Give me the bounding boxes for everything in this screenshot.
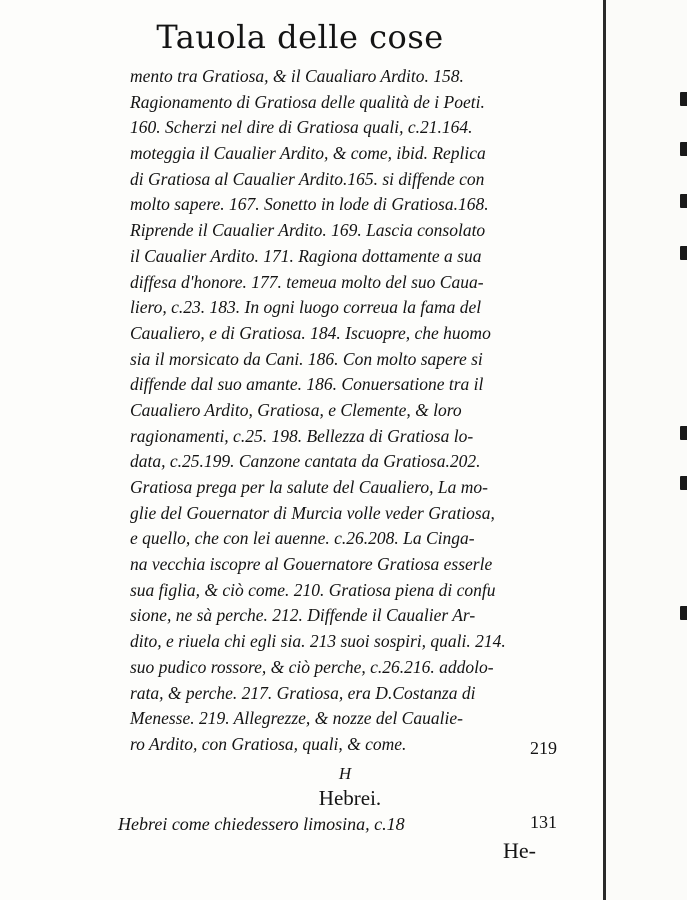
section-letter: H (338, 764, 352, 783)
index-line: suo pudico rossore, & ciò perche, c.26.216. addolo- (130, 656, 494, 677)
index-line: Menesse. 219. Allegrezze, & nozze del Caualie- (130, 708, 463, 729)
index-line: na vecchia iscopre al Gouernatore Gratiosa esserle (130, 554, 493, 575)
index-line: il Caualier Ardito. 171. Ragiona dottamente a sua (130, 245, 482, 266)
index-line: sione, ne sà perche. 212. Diffende il Caualier Ar- (130, 605, 476, 626)
index-line: e quello, che con lei auenne. c.26.208. La Cinga- (130, 528, 475, 549)
index-line: Ragionamento di Gratiosa delle qualità de i Poeti. (130, 91, 485, 112)
facing-page-glyph (680, 476, 687, 490)
index-line: liero, c.23. 183. In ogni luogo correua la fama del (130, 297, 482, 318)
index-line: ragionamenti, c.25. 198. Bellezza di Gratiosa lo- (130, 425, 474, 446)
index-line: molto sapere. 167. Sonetto in lode di Gratiosa.168. (130, 194, 489, 215)
index-line: diffesa d'honore. 177. temeua molto del suo Caua- (130, 271, 484, 292)
section-heading: Hebrei. (318, 786, 382, 810)
index-line: Caualiero, e di Gratiosa. 184. Iscuopre, che huomo (130, 322, 491, 343)
index-line: data, c.25.199. Canzone cantata da Gratiosa.202. (130, 451, 481, 472)
running-head: Tauola delle cose (156, 18, 444, 56)
catchword: He- (503, 838, 536, 863)
index-line: sua figlia, & ciò come. 210. Gratiosa piena di confu (130, 579, 496, 600)
index-line: di Gratiosa al Caualier Ardito.165. si diffende con (130, 168, 485, 189)
facing-page-glyph (680, 92, 687, 106)
facing-page-edge (606, 0, 687, 900)
facing-page-glyph (680, 246, 687, 260)
facing-page-glyph (680, 606, 687, 620)
facing-page-glyph (680, 142, 687, 156)
index-line: 160. Scherzi nel dire di Gratiosa quali, c.21.164. (130, 117, 473, 138)
index-line: Riprende il Caualier Ardito. 169. Lascia consolato (130, 220, 486, 241)
index-line: dito, e riuela chi egli sia. 213 suoi sospiri, quali. 214. (130, 631, 506, 652)
index-entry-gratiosa (130, 64, 582, 758)
closing-page-reference: 219 (530, 738, 557, 758)
index-line: moteggia il Caualier Ardito, & come, ibid. Replica (130, 143, 486, 164)
index-line: Caualiero Ardito, Gratiosa, e Clemente, & loro (130, 399, 462, 420)
facing-page-glyph (680, 194, 687, 208)
index-line: ro Ardito, con Gratiosa, quali, & come. (130, 733, 407, 754)
index-line: sia il morsicato da Cani. 186. Con molto sapere si (130, 348, 483, 369)
facing-page-glyph (680, 426, 687, 440)
index-line: diffende dal suo amante. 186. Conuersatione tra il (130, 374, 484, 395)
index-line: Gratiosa prega per la salute del Caualiero, La mo- (130, 477, 488, 497)
index-line: mento tra Gratiosa, & il Caualiaro Ardito. 158. (130, 66, 464, 86)
index-line: glie del Gouernator di Murcia volle veder Gratiosa, (130, 502, 495, 523)
index-entry-hebrei: Hebrei come chiedessero limosina, c.18 (118, 814, 405, 834)
index-line: rata, & perche. 217. Gratiosa, era D.Costanza di (130, 682, 476, 703)
entry-page-reference: 131 (530, 812, 557, 832)
